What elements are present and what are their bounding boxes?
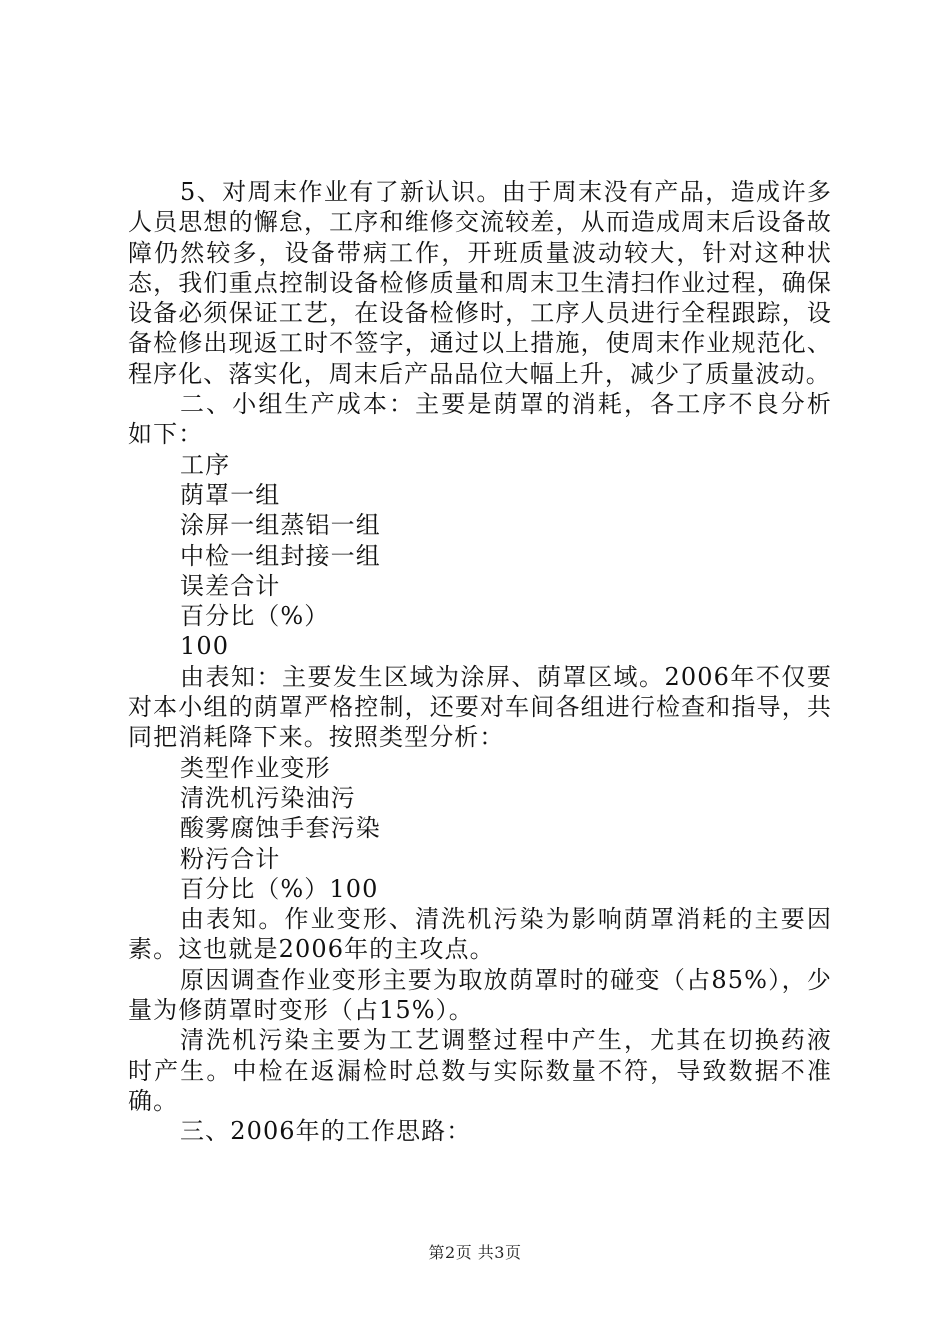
- table-line-row: 清洗机污染油污: [180, 783, 356, 812]
- document-body: [128, 177, 832, 1147]
- table-line-row: 100: [180, 632, 230, 661]
- table-line-row: 类型作业变形: [180, 753, 331, 782]
- table-line-row: 粉污合计: [180, 844, 281, 873]
- table-line-header: 工序: [180, 450, 231, 479]
- table-line-row: 误差合计: [180, 571, 281, 600]
- paragraph-main-factors: 由表知。作业变形、清洗机污染为影响荫罩消耗的主要因素。这也就是2006年的主攻点。: [128, 905, 832, 964]
- table-line-row: 涂屏一组蒸铝一组: [180, 511, 381, 540]
- paragraph-table-conclusion: 由表知：主要发生区域为涂屏、荫罩区域。2006年不仅要对本小组的荫罩严格控制，还要对车间各组进行检查和指导，共同把消耗降下来。按照类型分析：: [128, 662, 832, 752]
- paragraph-cause-deformation: 原因调查作业变形主要为取放荫罩时的碰变（占85%），少量为修荫罩时变形（占15%）。: [128, 965, 832, 1025]
- table-line-row: 酸雾腐蚀手套污染: [180, 814, 381, 843]
- section-heading-2006-plan: 三、2006年的工作思路：: [180, 1117, 472, 1146]
- section-heading-production-cost: 二、小组生产成本：主要是荫罩的消耗，各工序不良分析如下：: [128, 390, 832, 449]
- page-footer: 第2页 共3页: [428, 1243, 522, 1262]
- table-line-row: 百分比（%）100: [180, 874, 379, 903]
- table-line-row: 百分比（%）: [180, 602, 330, 631]
- paragraph-weekend-work: 5、对周末作业有了新认识。由于周末没有产品，造成许多人员思想的懈怠，工序和维修交流较差，从而造成周末后设备故障仍然较多，设备带病工作，开班质量波动较大，针对这种状态，我们重点控制设备检修质量和周末卫生清扫作业过程，确保设备必须保证工艺，在设备检修时，工序人员进行全程跟踪，设备检修出现返工时不签字，通过以上措施，使周末作业规范化、程序化、落实化，周末后产品品位大幅上升，减少了质量波动。: [128, 178, 832, 388]
- paragraph-cause-cleaning: 清洗机污染主要为工艺调整过程中产生，尤其在切换药液时产生。中检在返漏检时总数与实际数量不符，导致数据不准确。: [128, 1026, 832, 1115]
- table-line-row: 中检一组封接一组: [180, 541, 381, 570]
- table-line-row: 荫罩一组: [180, 480, 281, 509]
